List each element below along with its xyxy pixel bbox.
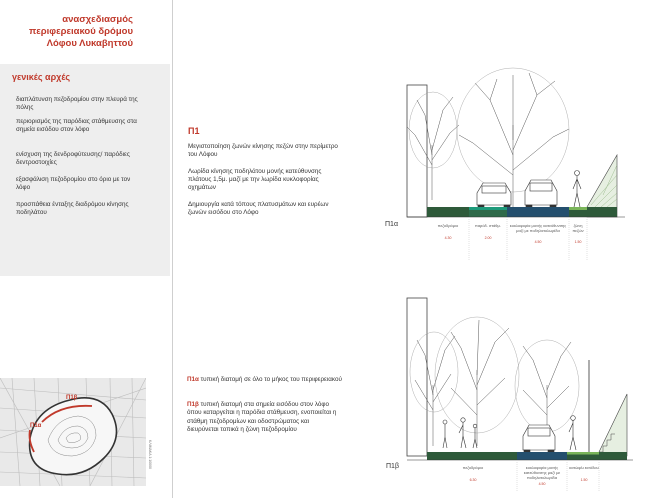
- map-label-b: Π1β: [66, 395, 78, 401]
- page-title: [0, 14, 160, 50]
- band-ped-zone-top: [569, 207, 587, 210]
- zone-b-value: 6.30: [469, 478, 477, 482]
- map-label-a: Π1α: [30, 423, 42, 429]
- map-scale: ΚΛΙΜΑΚΑ 1:10000: [148, 440, 152, 469]
- p1b-description: [187, 401, 342, 435]
- title-line-1: ανασχεδιασμός: [62, 14, 133, 25]
- zone-a-value: 4.30: [444, 236, 452, 240]
- hill-outline: [30, 398, 117, 475]
- zone-b-value: 1.50: [580, 478, 588, 482]
- general-item: ενίσχυση της δενδροφύτευσης/ παρόδιες δεντροστοιχίες: [16, 151, 130, 166]
- title-line-3: Λόφου Λυκαβηττού: [46, 38, 133, 49]
- band-parking-top: [469, 207, 507, 210]
- zone-b-name: πεζοδρόμιο: [462, 465, 484, 470]
- zone-b-name: κατώφλι εισόδου: [569, 465, 599, 470]
- p1-item: Λωρίδα κίνησης ποδηλάτου μονής κατεύθυνσης πλάτους 1,5μ. μαζί με την λωρίδα κυκλοφορίας οχημάτων: [188, 168, 322, 191]
- p1-item: Δημιουργία κατά τόπους πλατυσμάτων και ευρέων ζωνών εισόδου στο Λόφο: [188, 201, 329, 216]
- band-traffic: [517, 452, 567, 460]
- car-parked: [477, 183, 511, 209]
- tree-middle: [435, 317, 519, 446]
- map-streets: [0, 378, 146, 486]
- zone-a-name: παρόδ. στάθμ.: [475, 223, 501, 228]
- zone-a-name: ζώνη πεζών: [572, 223, 584, 233]
- title-line-2: περιφερειακού δρόμου: [28, 26, 133, 37]
- p1a-tag: Π1α: [187, 376, 199, 383]
- pedestrian: [573, 171, 581, 208]
- p1a-description: [187, 376, 342, 384]
- zone-a-value: 2.00: [484, 236, 492, 240]
- p1b-tag: Π1β: [187, 401, 199, 408]
- band-hill: [599, 452, 627, 460]
- section-p1a-drawing: [355, 55, 660, 270]
- band-threshold-top: [567, 452, 599, 455]
- column-divider: [172, 0, 173, 498]
- band-traffic: [507, 207, 569, 217]
- location-map: [0, 378, 146, 486]
- car-traffic: [523, 425, 555, 454]
- band-sidewalk: [427, 452, 517, 460]
- general-item: περιορισμός της παρόδιας στάθμευσης στα σημεία εισόδου στον λόφο: [16, 118, 137, 133]
- general-item: διαπλάτυνση πεζοδρομίου στην πλευρά της πόλης: [16, 96, 138, 111]
- zone-a-name: κυκλοφορία μονής κατεύθυνσης μαζί με ποδηλατολωρίδα: [509, 223, 567, 233]
- zone-a-name: πεζοδρόμιο: [437, 223, 459, 228]
- section-b-label: Π1β: [386, 463, 399, 470]
- p1b-text: τυπική διατομή στα σημεία εισόδου στον λόφο όπου καταργείται η παρόδια στάθμευση, ενοποιείται η στάθμη πεζοδρομίων και οδοστρώματος και διευρύνεται τοπικά η ζώνη πεζοδρομίου: [187, 401, 337, 434]
- zone-a-value: 4.50: [534, 240, 542, 244]
- band-hill: [587, 207, 617, 217]
- p1-heading: Π1: [188, 126, 200, 136]
- pedestrian: [569, 416, 576, 450]
- general-principles-heading: γενικές αρχές: [12, 72, 71, 82]
- general-item: προσπάθεια ένταξης διαδρόμου κίνησης ποδηλάτου: [16, 201, 129, 216]
- pedestrians: [443, 418, 477, 448]
- general-item: εξασφάλιση πεζοδρομίου στο όριο με τον λόφο: [16, 176, 131, 191]
- zone-b-value: 4.50: [538, 482, 546, 486]
- band-sidewalk: [427, 207, 469, 217]
- p1-item: Μεγιστοποίηση ζωνών κίνησης πεζών στην περίμετρο του Λόφου: [188, 143, 338, 158]
- p1a-text: τυπική διατομή σε όλο το μήκος του περιφερειακού: [200, 376, 342, 383]
- section-a-label: Π1α: [385, 221, 398, 228]
- zone-b-name: κυκλοφορία μονής κατεύθυνσης μαζί με ποδηλατολωρίδα: [523, 465, 561, 480]
- zone-a-value: 1.50: [574, 240, 582, 244]
- car-traffic: [525, 180, 557, 209]
